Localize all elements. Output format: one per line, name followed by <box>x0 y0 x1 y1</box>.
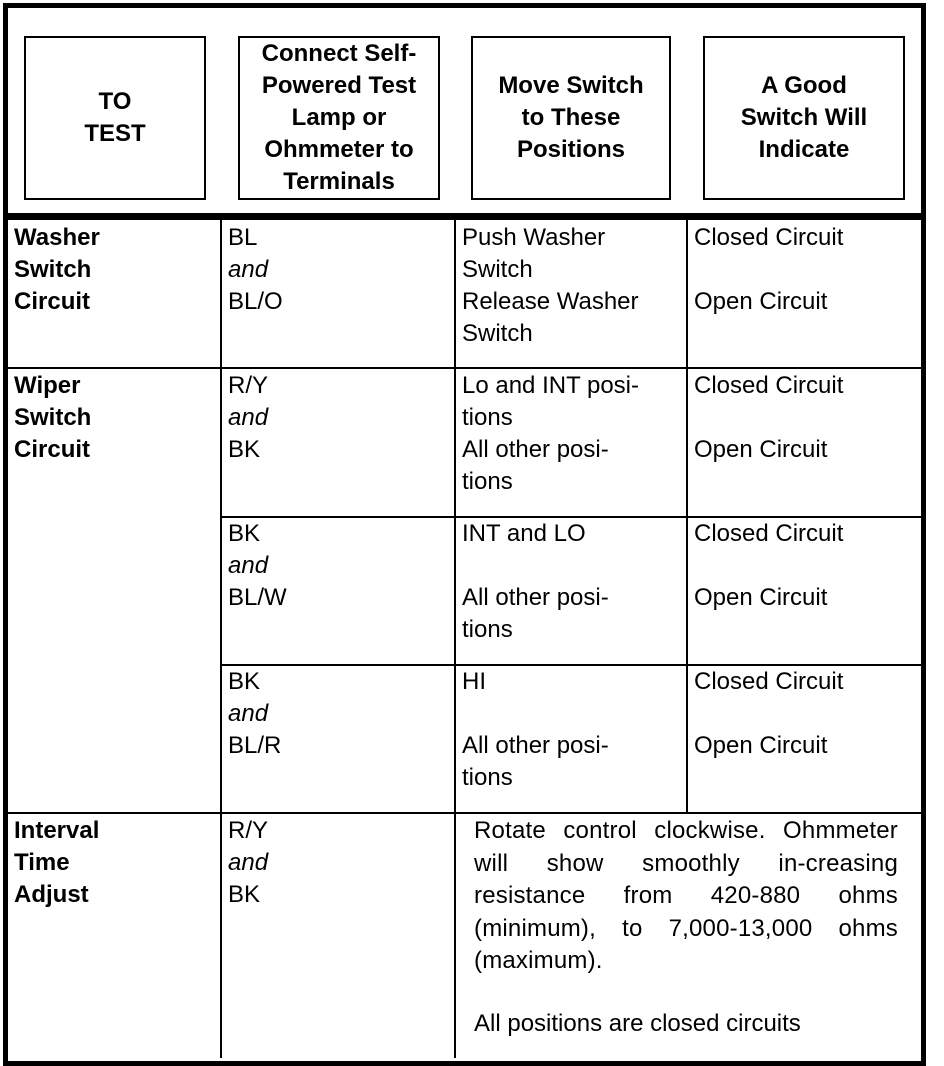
row-washer-test: Washer Switch Circuit <box>14 224 100 315</box>
header-separator <box>3 213 926 220</box>
header-connect-label: Connect Self- Powered Test Lamp or Ohmmeter to Terminals <box>261 40 417 195</box>
row-interval-description-block <box>474 815 898 978</box>
row-wiper-g2-terminal-1: BK <box>228 520 261 547</box>
row-interval-description: Rotate control clockwise. Ohmmeter will show smoothly in-creasing resistance from 420-880 ohms (minimum), to 7,000-13,000 ohms (maximum). <box>474 817 898 974</box>
row-interval-terminal-1: R/Y <box>228 817 269 844</box>
row-interval-test: Interval Time Adjust <box>14 817 100 908</box>
row-washer-terminal-2: BL/O <box>228 288 283 315</box>
row-washer-terminal-1: BL <box>228 224 258 251</box>
row-wiper-g1-terminal-1: R/Y <box>228 372 269 399</box>
row-divider-wiper <box>3 812 926 814</box>
row-wiper-g3-positions: HI All other posi- tions <box>462 668 609 791</box>
row-interval-note: All positions are closed circuits <box>474 1010 801 1037</box>
header-to-test-label: TO TEST <box>84 88 146 147</box>
row-wiper-g1-terminal-and: and <box>228 404 269 431</box>
row-interval-terminal-and: and <box>228 849 269 876</box>
row-washer-terminal-and: and <box>228 256 269 283</box>
row-wiper-test: Wiper Switch Circuit <box>14 372 92 463</box>
row-wiper-g1-terminal-2: BK <box>228 436 261 463</box>
col-divider-1 <box>220 220 222 1058</box>
row-wiper-g1-indicate: Closed Circuit Open Circuit <box>694 372 844 463</box>
row-wiper-g3-terminal-and: and <box>228 700 269 727</box>
row-divider-washer <box>3 367 926 369</box>
row-washer-indicate: Closed Circuit Open Circuit <box>694 224 844 315</box>
row-washer-positions: Push Washer Switch Release Washer Switch <box>462 224 639 347</box>
row-wiper-g1-positions: Lo and INT posi- tions All other posi- tions <box>462 372 639 495</box>
row-wiper-g2-indicate: Closed Circuit Open Circuit <box>694 520 844 611</box>
row-wiper-g2-terminal-and: and <box>228 552 269 579</box>
header-connect <box>238 36 440 200</box>
header-good-switch-label: A Good Switch Will Indicate <box>740 72 868 163</box>
header-move-switch-label: Move Switch to These Positions <box>498 72 644 163</box>
row-wiper-g3-indicate: Closed Circuit Open Circuit <box>694 668 844 759</box>
header-good-switch <box>703 36 905 200</box>
row-interval-terminal-2: BK <box>228 881 261 908</box>
header-move-switch <box>471 36 671 200</box>
col-divider-2 <box>454 220 456 1058</box>
header-to-test <box>24 36 206 200</box>
row-wiper-g2-terminal-2: BL/W <box>228 584 287 611</box>
row-wiper-g3-terminal-1: BK <box>228 668 261 695</box>
row-wiper-g2-positions: INT and LO All other posi- tions <box>462 520 609 643</box>
row-wiper-g3-terminal-2: BL/R <box>228 732 282 759</box>
